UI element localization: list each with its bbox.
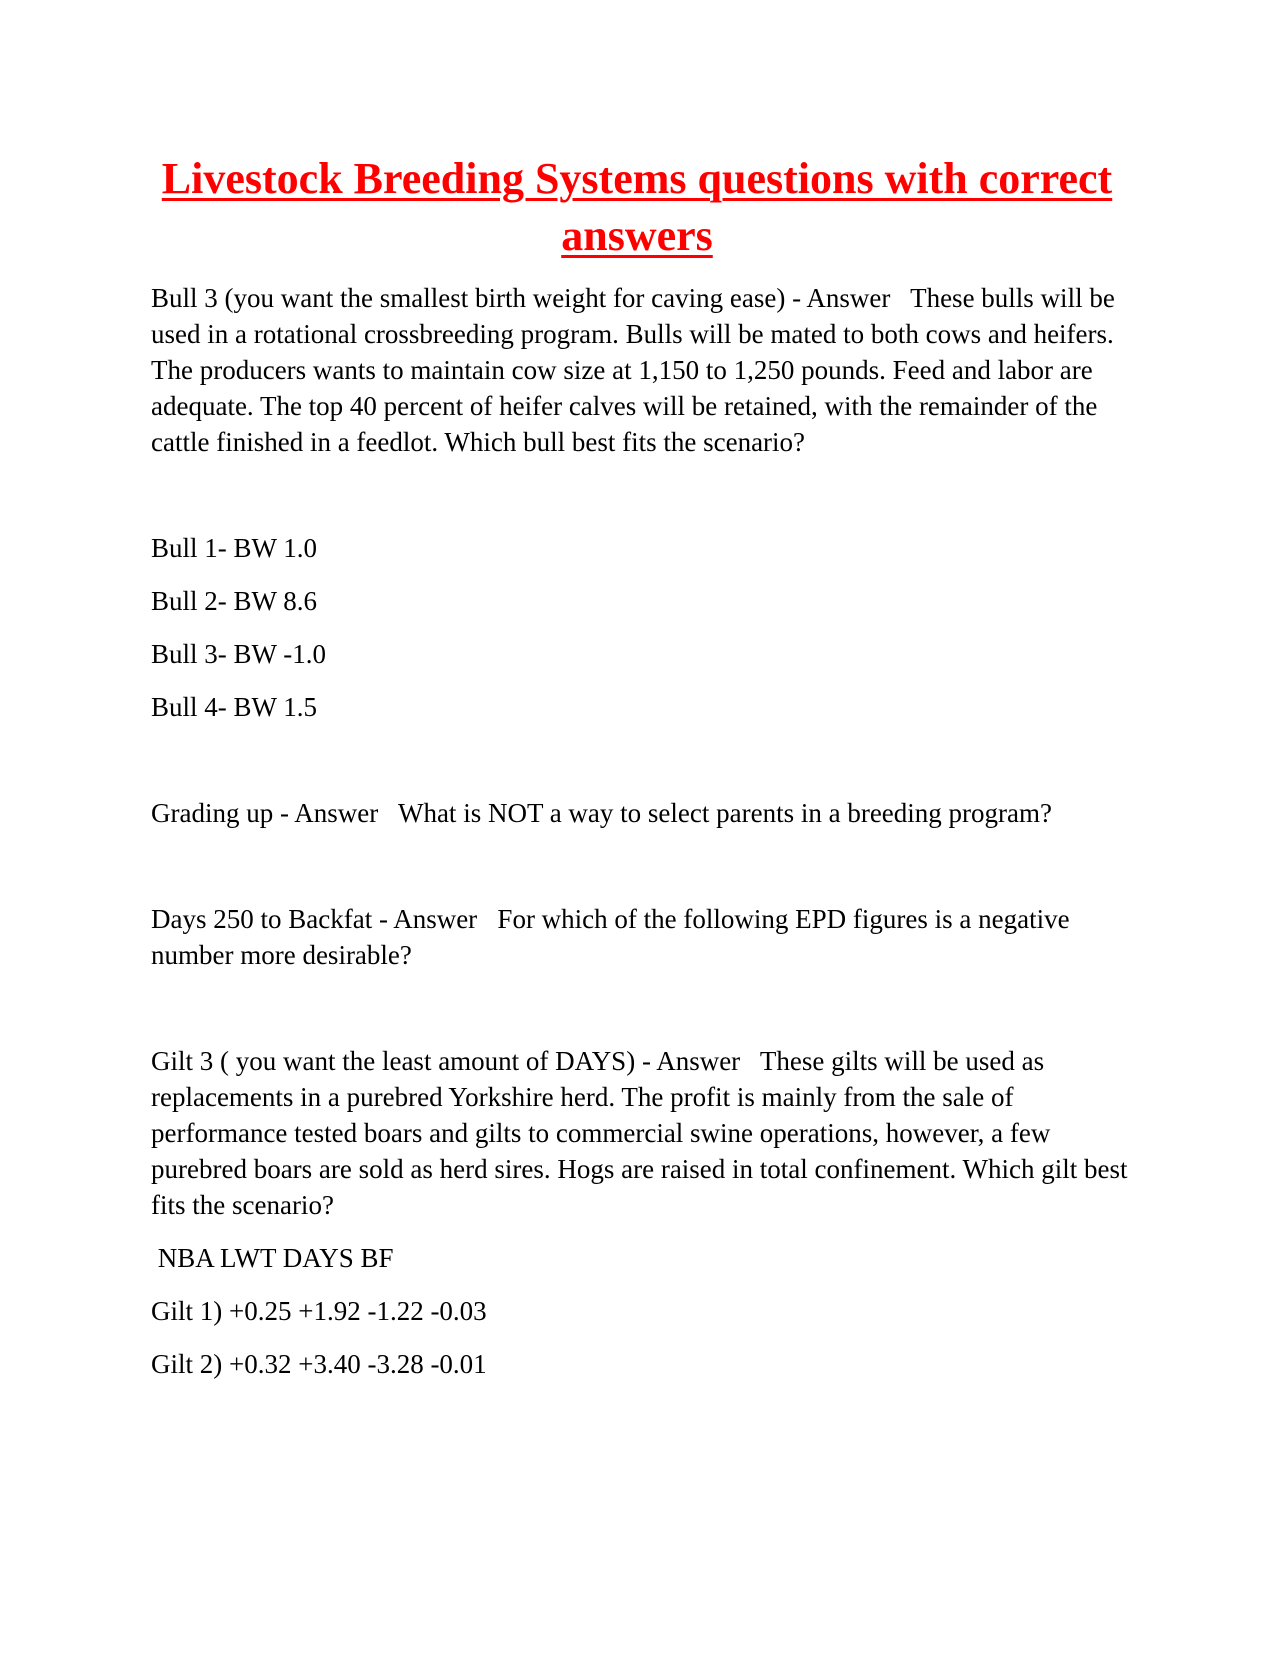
paragraph-grading-up: Grading up - Answer What is NOT a way to select parents in a breeding program? bbox=[151, 798, 1052, 828]
list-item-gilt-1: Gilt 1) +0.25 +1.92 -1.22 -0.03 bbox=[151, 1296, 487, 1326]
list-item-gilt-2: Gilt 2) +0.32 +3.40 -3.28 -0.01 bbox=[151, 1349, 487, 1379]
paragraph-days-backfat: Days 250 to Backfat - Answer For which of the following EPD figures is a negative number more desirable? bbox=[151, 904, 1077, 970]
list-item-bull-2: Bull 2- BW 8.6 bbox=[151, 586, 318, 616]
list-item-bull-1: Bull 1- BW 1.0 bbox=[151, 533, 318, 563]
table-header-gilts: NBA LWT DAYS BF bbox=[151, 1243, 394, 1273]
list-item-bull-4: Bull 4- BW 1.5 bbox=[151, 692, 318, 722]
paragraph-bull-answer: Bull 3 (you want the smallest birth weight for caving ease) - Answer These bulls will be used in a rotational crossbreeding program. Bulls will be mated to both cows and heifers. The producers wants to maintain cow size at 1,150 to 1,250 pounds. Feed and labor are adequate. The top 40 percent of heifer calves will be retained, with the remainder of the cattle finished in a feedlot. Which bull best fits the scenario? bbox=[151, 283, 1122, 457]
document-body bbox=[151, 280, 1135, 1382]
paragraph-gilt-answer: Gilt 3 ( you want the least amount of DAYS) - Answer These gilts will be used as replacements in a purebred Yorkshire herd. The profit is mainly from the sale of performance tested boars and gilts to commercial swine operations, however, a few purebred boars are sold as herd sires. Hogs are raised in total confinement. Which gilt best fits the scenario? bbox=[151, 1046, 1135, 1220]
document-title: Livestock Breeding Systems questions with correct answers bbox=[161, 154, 1113, 260]
list-item-bull-3: Bull 3- BW -1.0 bbox=[151, 639, 326, 669]
